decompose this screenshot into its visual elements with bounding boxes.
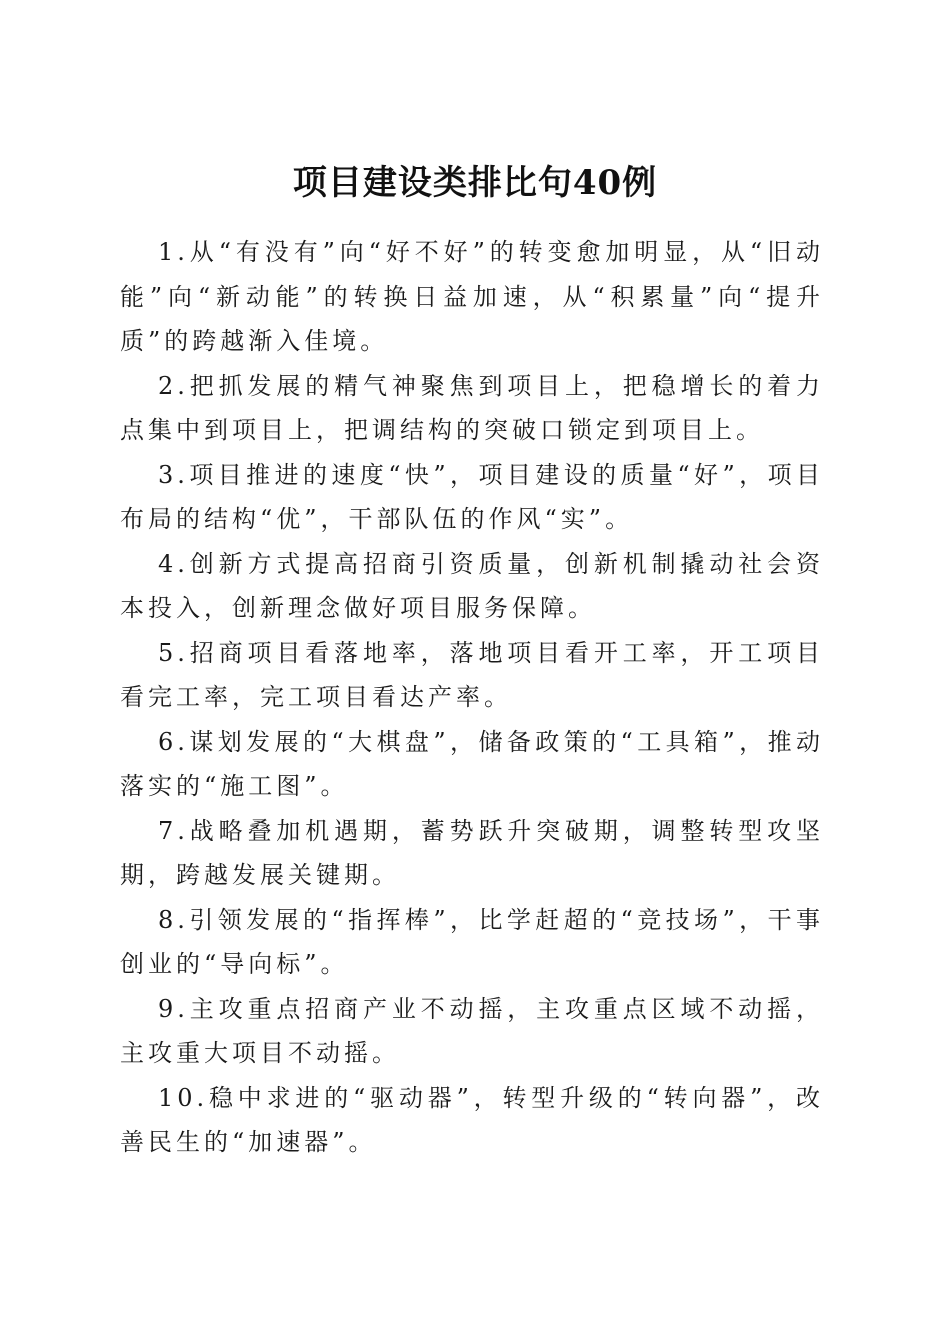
list-item: 6.谋划发展的“大棋盘”，储备政策的“工具箱”，推动落实的“施工图”。 — [120, 727, 824, 800]
list-item: 5.招商项目看落地率，落地项目看开工率，开工项目看完工率，完工项目看达产率。 — [120, 638, 824, 711]
document-title: 项目建设类排比句40例 — [292, 162, 658, 203]
list-item: 3.项目推进的速度“快”，项目建设的质量“好”，项目布局的结构“优”，干部队伍的作风“实”。 — [120, 460, 824, 533]
list-item: 10.稳中求进的“驱动器”，转型升级的“转向器”，改善民生的“加速器”。 — [120, 1083, 824, 1156]
list-item: 7.战略叠加机遇期，蓄势跃升突破期，调整转型攻坚期，跨越发展关键期。 — [120, 816, 824, 889]
list-item: 8.引领发展的“指挥棒”，比学赶超的“竞技场”，干事创业的“导向标”。 — [120, 905, 824, 978]
list-item: 1.从“有没有”向“好不好”的转变愈加明显，从“旧动能”向“新动能”的转换日益加速，从“积累量”向“提升质”的跨越渐入佳境。 — [120, 238, 824, 355]
list-item: 9.主攻重点招商产业不动摇，主攻重点区域不动摇，主攻重大项目不动摇。 — [120, 994, 824, 1067]
list-item: 2.把抓发展的精气神聚焦到项目上，把稳增长的着力点集中到项目上，把调结构的突破口锁定到项目上。 — [120, 371, 824, 444]
list-item: 4.创新方式提高招商引资质量，创新机制撬动社会资本投入，创新理念做好项目服务保障。 — [120, 549, 824, 622]
item-list — [120, 230, 824, 1165]
